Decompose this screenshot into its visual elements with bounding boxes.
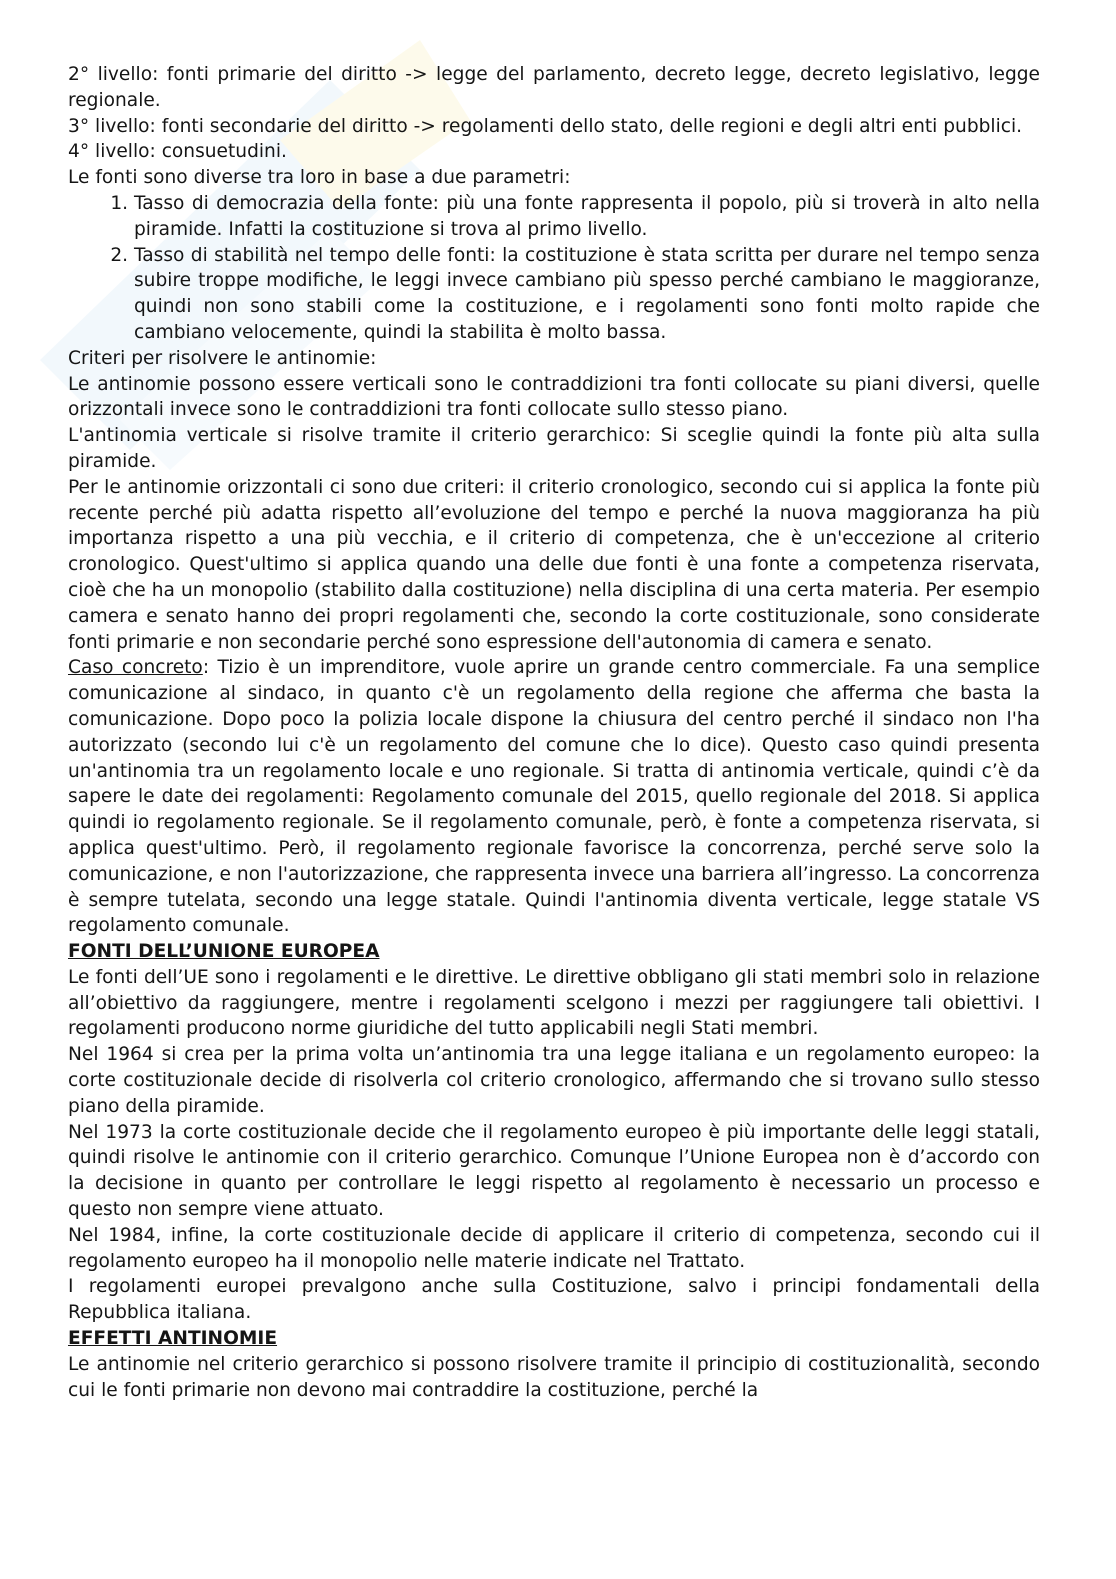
section-heading-effetti: EFFETTI ANTINOMIE xyxy=(68,1328,278,1350)
paragraph: I regolamenti europei prevalgono anche sulla Costituzione, salvo i principi fondamentali della Repubblica italiana. xyxy=(68,1276,1040,1324)
caso-concreto-text: : Tizio è un imprenditore, vuole aprire un grande centro commerciale. Fa una semplice comunicazione al sindaco, in quanto c'è un regolamento della regione che afferma che basta la comunicazione. Dopo poco la polizia locale dispone la chiusura del centro perché il sindaco non l'ha autorizzato (secondo lui c'è un regolamento del comune che lo dice). Questo caso quindi presenta un'antinomia tra un regolamento locale e uno regionale. Si tratta di antinomia verticale, quindi c’è da sapere le date dei regolamenti: Regolamento comunale del 2015, quello regionale del 2018. Si applica quindi io regolamento regionale. Se il regolamento comunale, però, è fonte a competenza riservata, si applica quest'ultimo. Però, il regolamento regionale favorisce la concorrenza, perché serve solo la comunicazione, e non l'autorizzazione, che rappresenta invece una barriera all’ingresso. La concorrenza è sempre tutelata, secondo una legge statale. Quindi l'antinomia diventa verticale, legge statale VS regolamento comunale. xyxy=(68,657,1040,937)
paragraph: Nel 1984, infine, la corte costituzionale decide di applicare il criterio di competenza, secondo cui il regolamento europeo ha il monopolio nelle materie indicate nel Trattato. xyxy=(68,1224,1040,1272)
list-item: 2. Tasso di stabilità nel tempo delle fonti: la costituzione è stata scritta per durare nel tempo senza subire troppe modifiche, le leggi invece cambiano più spesso perché cambiano le maggioranze, quindi non sono stabili come la costituzione, e i regolamenti sono fonti molto rapide che cambiano velocemente, quindi la stabilita è molto bassa. xyxy=(134,243,1040,346)
level-2-line: 2° livello: fonti primarie del diritto -> legge del parlamento, decreto legge, decreto legislativo, legge regionale. xyxy=(68,64,1040,111)
document-page xyxy=(68,62,1040,1403)
parameters-list xyxy=(68,191,1040,346)
criteria-title: Criteri per risolvere le antinomie: xyxy=(68,347,377,369)
paragraph: Nel 1964 si crea per la prima volta un’antinomia tra una legge italiana e un regolamento europeo: la corte costituzionale decide di risolverla col criterio cronologico, affermando che si trovano sullo stesso piano della piramide. xyxy=(68,1044,1040,1117)
level-4-line: 4° livello: consuetudini. xyxy=(68,141,287,163)
paragraph: Le antinomie possono essere verticali sono le contraddizioni tra fonti collocate su piani diversi, quelle orizzontali invece sono le contraddizioni tra fonti collocate sullo stesso piano. xyxy=(68,373,1040,421)
parameters-intro: Le fonti sono diverse tra loro in base a due parametri: xyxy=(68,167,571,189)
level-3-line: 3° livello: fonti secondarie del diritto -> regolamenti dello stato, delle regioni e degli altri enti pubblici. xyxy=(68,115,1023,137)
caso-concreto-paragraph xyxy=(68,655,1040,939)
list-item: 1. Tasso di democrazia della fonte: più una fonte rappresenta il popolo, più si troverà in alto nella piramide. Infatti la costituzione si trova al primo livello. xyxy=(134,191,1040,243)
section-heading-ue: FONTI DELL’UNIONE EUROPEA xyxy=(68,941,380,963)
caso-concreto-label: Caso concreto xyxy=(68,657,203,679)
paragraph: Nel 1973 la corte costituzionale decide che il regolamento europeo è più importante delle leggi statali, quindi risolve le antinomie con il criterio gerarchico. Comunque l’Unione Europea non è d’accordo con la decisione in quanto per controllare le leggi rispetto al regolamento è necessario un processo e questo non sempre viene attuato. xyxy=(68,1121,1040,1221)
paragraph: Le fonti dell’UE sono i regolamenti e le direttive. Le direttive obbligano gli stati membri solo in relazione all’obiettivo da raggiungere, mentre i regolamenti scelgono i mezzi per raggiungere tali obiettivi. I regolamenti producono norme giuridiche del tutto applicabili negli Stati membri. xyxy=(68,966,1040,1040)
paragraph: Per le antinomie orizzontali ci sono due criteri: il criterio cronologico, secondo cui si applica la fonte più recente perché più adatta rispetto all’evoluzione del tempo e perché la nuova maggioranza ha più importanza rispetto a una più vecchia, e il criterio di competenza, che è un'eccezione al criterio cronologico. Quest'ultimo si applica quando una delle due fonti è una fonte a competenza riservata, cioè che ha un monopolio (stabilito dalla costituzione) nella disciplina di una certa materia. Per esempio camera e senato hanno dei propri regolamenti che, secondo la corte costituzionale, sono considerate fonti primarie e non secondarie perché sono espressione dell'autonomia di camera e senato. xyxy=(68,476,1040,653)
paragraph: Le antinomie nel criterio gerarchico si possono risolvere tramite il principio di costituzionalità, secondo cui le fonti primarie non devono mai contraddire la costituzione, perché la xyxy=(68,1353,1040,1401)
paragraph: L'antinomia verticale si risolve tramite il criterio gerarchico: Si sceglie quindi la fonte più alta sulla piramide. xyxy=(68,425,1040,472)
